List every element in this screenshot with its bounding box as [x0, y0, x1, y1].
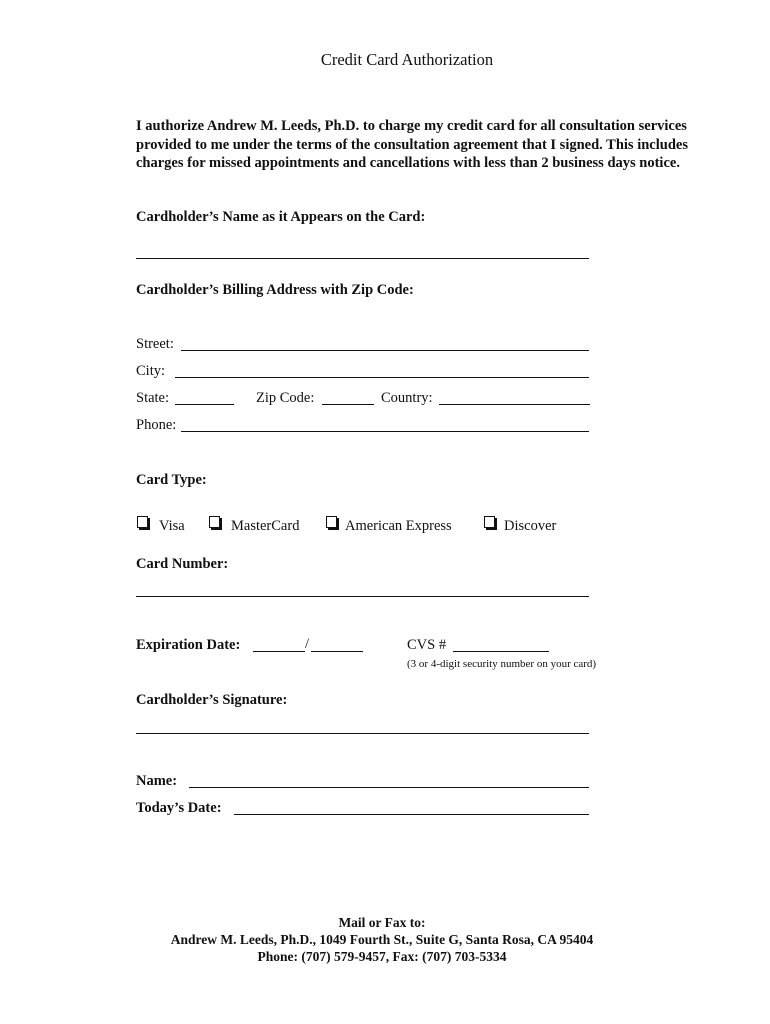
- state-field[interactable]: [175, 404, 234, 405]
- cardholder-name-field[interactable]: [136, 258, 589, 259]
- country-field[interactable]: [439, 404, 590, 405]
- signature-label: Cardholder’s Signature:: [136, 692, 288, 708]
- city-label: City:: [136, 363, 166, 379]
- mastercard-checkbox[interactable]: [209, 516, 220, 528]
- city-field[interactable]: [175, 377, 589, 378]
- footer-mail-label: Mail or Fax to:: [338, 915, 426, 930]
- name-field[interactable]: [189, 787, 589, 788]
- signature-field[interactable]: [136, 733, 589, 734]
- cardholder-name-label: Cardholder’s Name as it Appears on the Card:: [136, 209, 426, 225]
- zip-field[interactable]: [322, 404, 374, 405]
- billing-address-label: Cardholder’s Billing Address with Zip Code:: [136, 282, 414, 298]
- expiration-label: Expiration Date:: [136, 637, 241, 653]
- american-express-label: American Express: [345, 518, 452, 534]
- card-number-label: Card Number:: [136, 556, 229, 572]
- american-express-checkbox[interactable]: [326, 516, 337, 528]
- mastercard-label: MasterCard: [231, 518, 300, 534]
- discover-checkbox[interactable]: [484, 516, 495, 528]
- cvs-field[interactable]: [453, 651, 549, 652]
- page-title: Credit Card Authorization: [320, 50, 494, 69]
- state-label: State:: [136, 390, 170, 406]
- card-type-label: Card Type:: [136, 472, 207, 488]
- cvs-label: CVS #: [407, 637, 447, 653]
- todays-date-label: Today’s Date:: [136, 800, 222, 816]
- footer-address: Andrew M. Leeds, Ph.D., 1049 Fourth St., Suite G, Santa Rosa, CA 95404: [170, 932, 594, 947]
- todays-date-field[interactable]: [234, 814, 589, 815]
- expiration-separator: /: [305, 636, 310, 652]
- street-field[interactable]: [181, 350, 589, 351]
- footer-phone-fax: Phone: (707) 579-9457, Fax: (707) 703-5334: [257, 949, 507, 964]
- expiration-month-field[interactable]: [253, 651, 305, 652]
- street-label: Street:: [136, 336, 174, 352]
- phone-label: Phone:: [136, 417, 177, 433]
- zip-label: Zip Code:: [256, 390, 315, 406]
- visa-checkbox[interactable]: [137, 516, 148, 528]
- name-label: Name:: [136, 773, 178, 789]
- cvs-note: (3 or 4-digit security number on your card): [407, 658, 597, 670]
- country-label: Country:: [381, 390, 433, 406]
- discover-label: Discover: [504, 518, 557, 534]
- visa-label: Visa: [159, 518, 185, 534]
- card-number-field[interactable]: [136, 596, 589, 597]
- phone-field[interactable]: [181, 431, 589, 432]
- expiration-year-field[interactable]: [311, 651, 363, 652]
- authorization-text: I authorize Andrew M. Leeds, Ph.D. to charge my credit card for all consultation services provided to me under the terms of the consultation agreement that I signed. This includes charges for missed appointments and cancellations with less than 2 business days notice.: [136, 118, 688, 171]
